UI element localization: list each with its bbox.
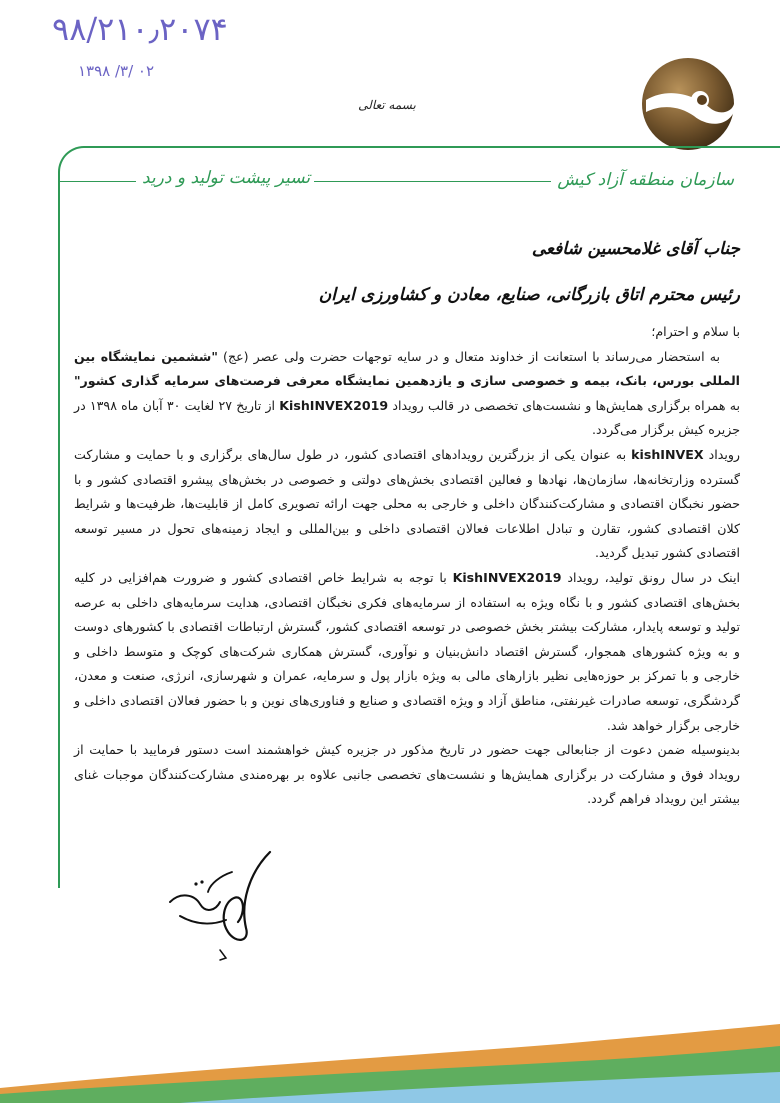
letterhead-divider-left: [58, 181, 136, 182]
year-slogan: تسیر پیشت تولید و درید: [138, 168, 314, 188]
invocation: بسمه تعالی: [358, 98, 416, 112]
recipient-name: جناب آقای غلامحسین شافعی: [531, 239, 740, 259]
p2-text-a: رویداد: [703, 446, 741, 462]
event-name: kishINVEX: [631, 446, 704, 462]
recipient-block: [319, 226, 740, 318]
kish-free-zone-logo: [640, 56, 736, 152]
exhibition-title: "ششمین نمایشگاه بین المللی بورس، بانک، بیمه و خصوصی سازی و یازدهمین نمایشگاه معرفی فرصت‌های سرمایه گذاری کشور": [74, 348, 740, 389]
paragraph-2: [74, 443, 740, 566]
greeting: با سلام و احترام؛: [651, 324, 740, 339]
paragraph-1: [74, 345, 740, 443]
footer-wave-decoration: [0, 1000, 780, 1103]
p1-text-b: به همراه برگزاری همایش‌ها و نشست‌های تخصصی در قالب رویداد: [388, 397, 740, 413]
p3-text-a: اینک در سال رونق تولید، رویداد: [561, 569, 740, 585]
p2-text-b: به عنوان یکی از بزرگترین رویدادهای اقتصادی کشور، در طول سال‌های برگزاری و با حمایت و مشارکت گسترده وزارتخانه‌ها، سازمان‌ها، نهادها و فعالین اقتصادی بخش‌های دولتی و خصوصی در بخش‌های پیشرو اقتصادی کشور و با حضور نخبگان اقتصادی و مشارکت‌کنندگان داخلی و خارجی به محلی جهت ارائه تصویری کامل از قابلیت‌ها، ظرفیت‌ها و شرایط کلان اقتصادی کشور، تقارن و تبادل اطلاعات فعالان اقتصادی داخلی و بین‌المللی و ایجاد زمینه‌های تحول در مسیر توسعه اقتصادی کشور تبدیل گردید.: [74, 446, 740, 561]
p3-text-b: با توجه به شرایط خاص اقتصادی کشور و ضرورت هم‌افزایی در کلیه بخش‌های اقتصادی کشور و با نگاه ویژه به استفاده از سرمایه‌های فکری نخبگان اقتصادی، هدایت سرمایه‌های داخلی به عرصه تولید و توسعه پایدار، مشارکت بیشتر بخش خصوصی در توسعه اقتصادی کشور، گسترش ارتباطات اقتصادی با کشورهای دوست و به ویژه کشورهای همجوار، گسترش اقتصاد دانش‌بنیان و نوآوری، گسترش همکاری شرکت‌های کوچک و متوسط داخلی و خارجی و با تمرکز بر حوزه‌هایی نظیر بازارهای مالی به ویژه بازار پول و سرمایه، عمران و شهرسازی، انرژی، صنعت و معدن، گردشگری، توسعه صادرات غیرنفتی، مناطق آزاد و ویژه اقتصادی و صنایع و فناوری‌های نوین و با حضور فعالان اقتصادی داخلی و خارجی برگزار خواهد شد.: [74, 569, 740, 733]
paragraph-3: [74, 566, 740, 738]
recipient-title: رئیس محترم اتاق بازرگانی، صنایع، معادن و کشاورزی ایران: [318, 285, 740, 305]
handwritten-signature: [150, 832, 290, 972]
letter-body: [74, 320, 740, 812]
event-name: KishINVEX2019: [452, 569, 562, 585]
reference-number: ۹۸/۲۱۰٫۲۰۷۴: [52, 10, 228, 48]
organization-name: سازمان منطقه آزاد کیش: [551, 170, 740, 190]
letter-date: ۱۳۹۸ /۳/ ۰۲: [78, 62, 155, 80]
paragraph-4: بدینوسیله ضمن دعوت از جنابعالی جهت حضور در تاریخ مذکور در جزیره کیش خواهشمند است دستور فرمایید با حمایت از رویداد فوق و مشارکت در برگزاری همایش‌ها و نشست‌های تخصصی جانبی علاوه بر بهره‌مندی مشارکت‌کنندگان موجبات غنای بیشتر این رویداد فراهم گردد.: [74, 742, 740, 807]
event-name: KishINVEX2019: [279, 397, 389, 413]
p1-text-a: به استحضار می‌رساند با استعانت از خداوند متعال و در سایه توجهات حضرت ولی عصر (عج): [217, 348, 720, 364]
p1-text-c: از تاریخ ۲۷ لغایت ۳۰ آبان ماه ۱۳۹۸ در جزیره کیش برگزار می‌گردد.: [74, 397, 740, 438]
